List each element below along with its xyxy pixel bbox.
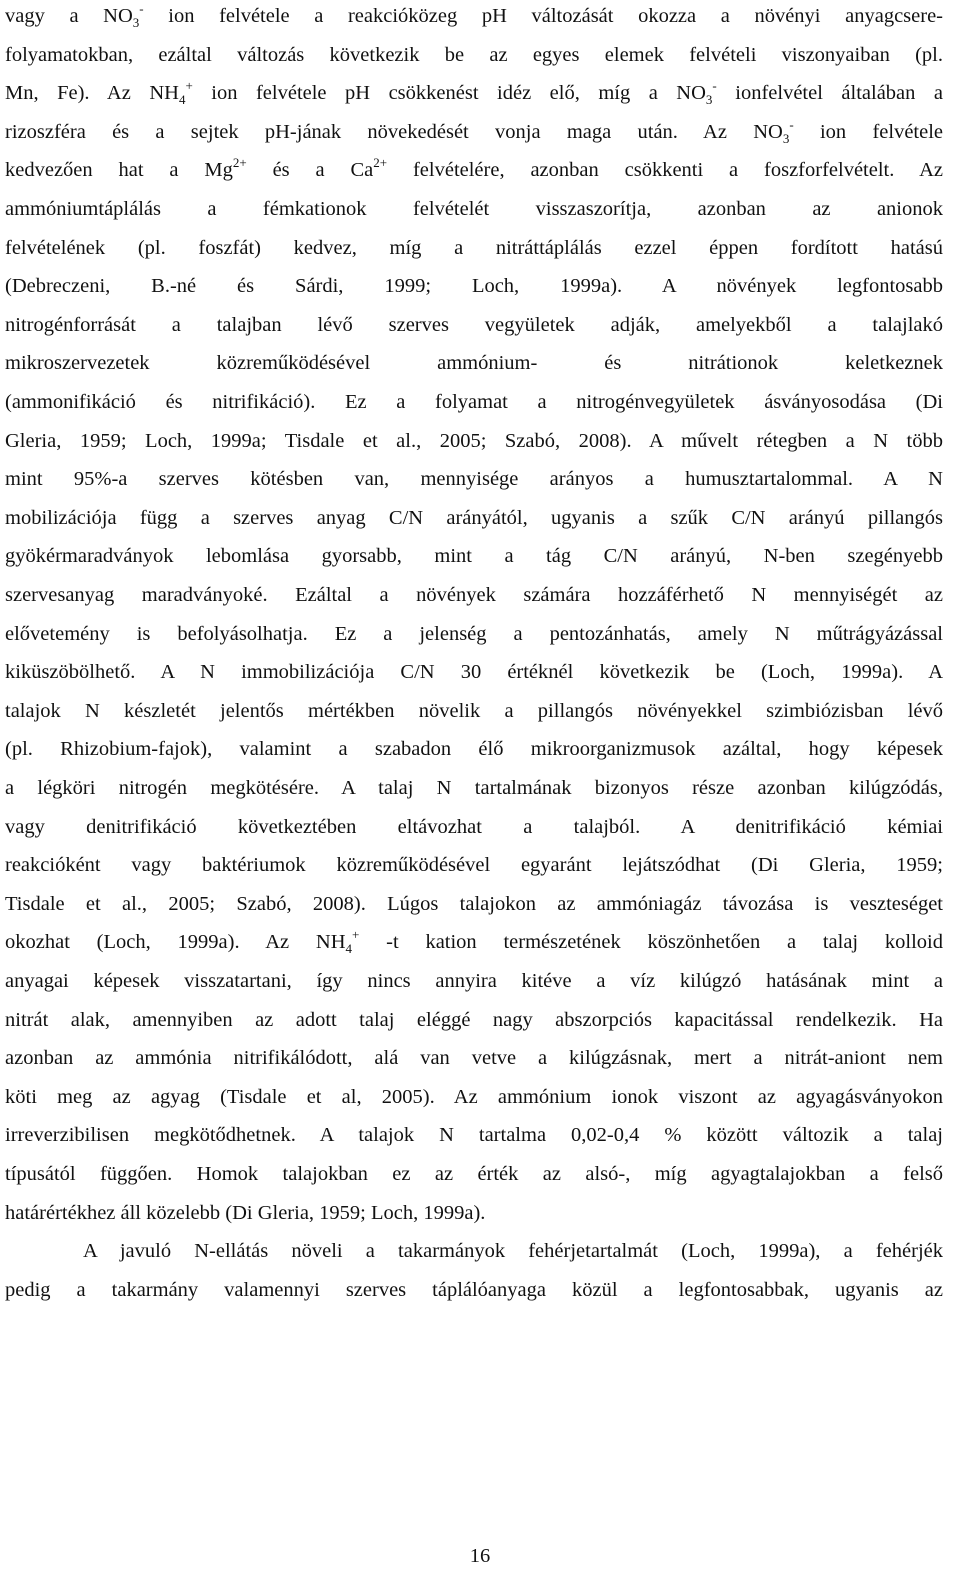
subscript: 4 (345, 941, 353, 957)
text-run: irreverzibilisen megkötődhetnek. A talajok N tartalma 0,02-0,4 % között változik a talaj (5, 1124, 943, 1147)
text-line (5, 116, 944, 146)
text-run: a légköri nitrogén megkötésére. A talaj N tartalmának bizonyos része azonban kilúgzódás, (5, 777, 943, 799)
text-line (5, 313, 943, 337)
text-run: nitrát alak, amennyiben az adott talaj eléggé nagy abszorpciós kapacitással rendelkezik. Ha (5, 1008, 943, 1031)
text-run: talajok N készletét jelentős mértékben növelik a pillangós növényekkel szimbiózisban lévő (5, 699, 943, 722)
text-line (5, 390, 943, 414)
text-line (5, 1278, 943, 1302)
text-line (5, 43, 943, 67)
text-run: határértékhez áll közelebb (Di Gleria, 1959; Loch, 1999a). (5, 1201, 486, 1224)
superscript: + (352, 927, 360, 943)
text-line (5, 776, 943, 800)
text-line (5, 1085, 943, 1109)
text-run: Tisdale et al., 2005; Szabó, 2008). Lúgos talajokon az ammóniagáz távozása is veszteséget (5, 892, 943, 915)
text-line (5, 1008, 943, 1032)
text-line (5, 351, 943, 375)
text-run: ionfelvétel általában a (716, 82, 943, 105)
text-run: anyagai képesek visszatartani, így nincs annyira kitéve a víz kilúgzó hatásának mint a (5, 970, 943, 992)
text-line (5, 815, 943, 839)
text-run: Mn, Fe). Az NH (5, 82, 179, 105)
text-run: vagy denitrifikáció következtében eltávozhat a talajból. A denitrifikáció kémiai (5, 815, 943, 838)
text-line (5, 155, 943, 184)
text-line (5, 583, 943, 607)
text-line (5, 1123, 943, 1147)
text-line (5, 197, 943, 221)
text-run: pedig a takarmány valamennyi szerves táplálóanyaga közül a legfontosabbak, ugyanis az (5, 1278, 943, 1301)
superscript: 2+ (373, 155, 388, 171)
text-line (5, 1201, 943, 1225)
text-line (5, 853, 943, 877)
text-run: (ammonifikáció és nitrifikáció). Ez a folyamat a nitrogénvegyületek ásványosodása (Di (5, 391, 943, 413)
text-line (5, 927, 943, 957)
text-run: kiküszöbölhető. A N immobilizációja C/N 30 értéknél következik be (Loch, 1999a). A (5, 661, 943, 684)
text-line (5, 467, 943, 491)
text-run: (pl. Rhizobium-fajok), valamint a szabadon élő mikroorganizmusok azáltal, hogy képesek (5, 738, 943, 761)
text-run: reakcióként vagy baktériumok közreműködésével egyaránt lejátszódhat (Di Gleria, 1959; (5, 854, 943, 877)
text-line (5, 429, 943, 453)
text-line (5, 274, 943, 298)
text-run: vagy a NO (5, 5, 133, 27)
text-run: mint 95%-a szerves kötésben van, mennyisége arányos a humusztartalommal. A N (5, 468, 943, 491)
text-line (5, 544, 943, 568)
text-run: felvételére, azonban csökkenti a foszforfelvételt. Az (387, 159, 943, 182)
text-run: típusától függően. Homok talajokban ez az érték az alsó-, míg agyagtalajokban a felső (5, 1163, 943, 1185)
subscript: 3 (132, 15, 140, 30)
superscript: - (139, 1, 144, 16)
text-line (5, 506, 943, 530)
text-line (5, 1046, 943, 1070)
text-run: és a Ca (246, 159, 374, 182)
superscript: 2+ (232, 155, 247, 171)
text-line (5, 78, 943, 108)
text-run: ammóniumtáplálás a fémkationok felvételét visszaszorítja, azonban az anionok (5, 198, 943, 220)
text-run: ion felvétele pH csökkenést idéz elő, míg a NO (192, 82, 706, 105)
subscript: 4 (178, 92, 186, 108)
text-line (5, 892, 943, 916)
text-line (83, 1239, 943, 1263)
text-line (5, 1162, 943, 1186)
page-number: 16 (469, 1545, 491, 1567)
text-run: felvételének (pl. foszfát) kedvez, míg a nitráttáplálás ezzel éppen fordított hatású (5, 236, 943, 259)
text-run: mobilizációja függ a szerves anyag C/N arányától, ugyanis a szűk C/N arányú pillangós (5, 506, 943, 529)
text-run: -t kation természetének köszönhetően a talaj kolloid (359, 931, 943, 954)
text-run: ion felvétele a reakcióközeg pH változását okozza a növényi anyagcsere- (143, 5, 943, 27)
subscript: 3 (782, 130, 790, 146)
text-line (5, 969, 943, 993)
text-run: okozhat (Loch, 1999a). Az NH (5, 931, 346, 954)
superscript: + (185, 78, 193, 94)
superscript: - (789, 116, 794, 132)
text-run: kedvezően hat a Mg (5, 159, 233, 182)
text-line (5, 660, 943, 684)
text-run: folyamatokban, ezáltal változás következik be az egyes elemek felvételi viszonyaiban (pl. (5, 43, 943, 66)
text-run: A javuló N-ellátás növeli a takarmányok fehérjetartalmát (Loch, 1999a), a fehérjék (83, 1240, 943, 1263)
subscript: 3 (705, 92, 713, 108)
text-run: gyökérmaradványok lebomlása gyorsabb, mint a tág C/N arányú, N-ben szegényebb (5, 545, 943, 568)
text-run: ion felvétele (793, 120, 944, 143)
text-run: Gleria, 1959; Loch, 1999a; Tisdale et al., 2005; Szabó, 2008). A művelt rétegben a N több (5, 429, 943, 452)
text-run: (Debreczeni, B.-né és Sárdi, 1999; Loch, 1999a). A növények legfontosabb (5, 275, 943, 298)
text-line (5, 622, 943, 646)
text-line (5, 699, 943, 723)
text-run: köti meg az agyag (Tisdale et al, 2005). Az ammónium ionok viszont az agyagásványokon (5, 1085, 943, 1108)
text-run: azonban az ammónia nitrifikálódott, alá van vetve a kilúgzásnak, mert a nitrát-aniont nem (5, 1047, 943, 1070)
text-line (5, 737, 943, 761)
text-line (5, 1, 943, 30)
text-run: rizoszféra és a sejtek pH-jának növekedését vonja maga után. Az NO (5, 120, 783, 143)
text-run: elővetemény is befolyásolhatja. Ez a jelenség a pentozánhatás, amely N műtrágyázással (5, 622, 943, 645)
text-line (5, 236, 943, 260)
text-run: szervesanyag maradványoké. Ezáltal a növények számára hozzáférhető N mennyiségét az (5, 584, 943, 606)
superscript: - (712, 78, 717, 94)
text-run: mikroszervezetek közreműködésével ammónium- és nitrátionok keletkeznek (5, 352, 943, 375)
text-run: nitrogénforrását a talajban lévő szerves vegyületek adják, amelyekből a talajlakó (5, 313, 943, 336)
